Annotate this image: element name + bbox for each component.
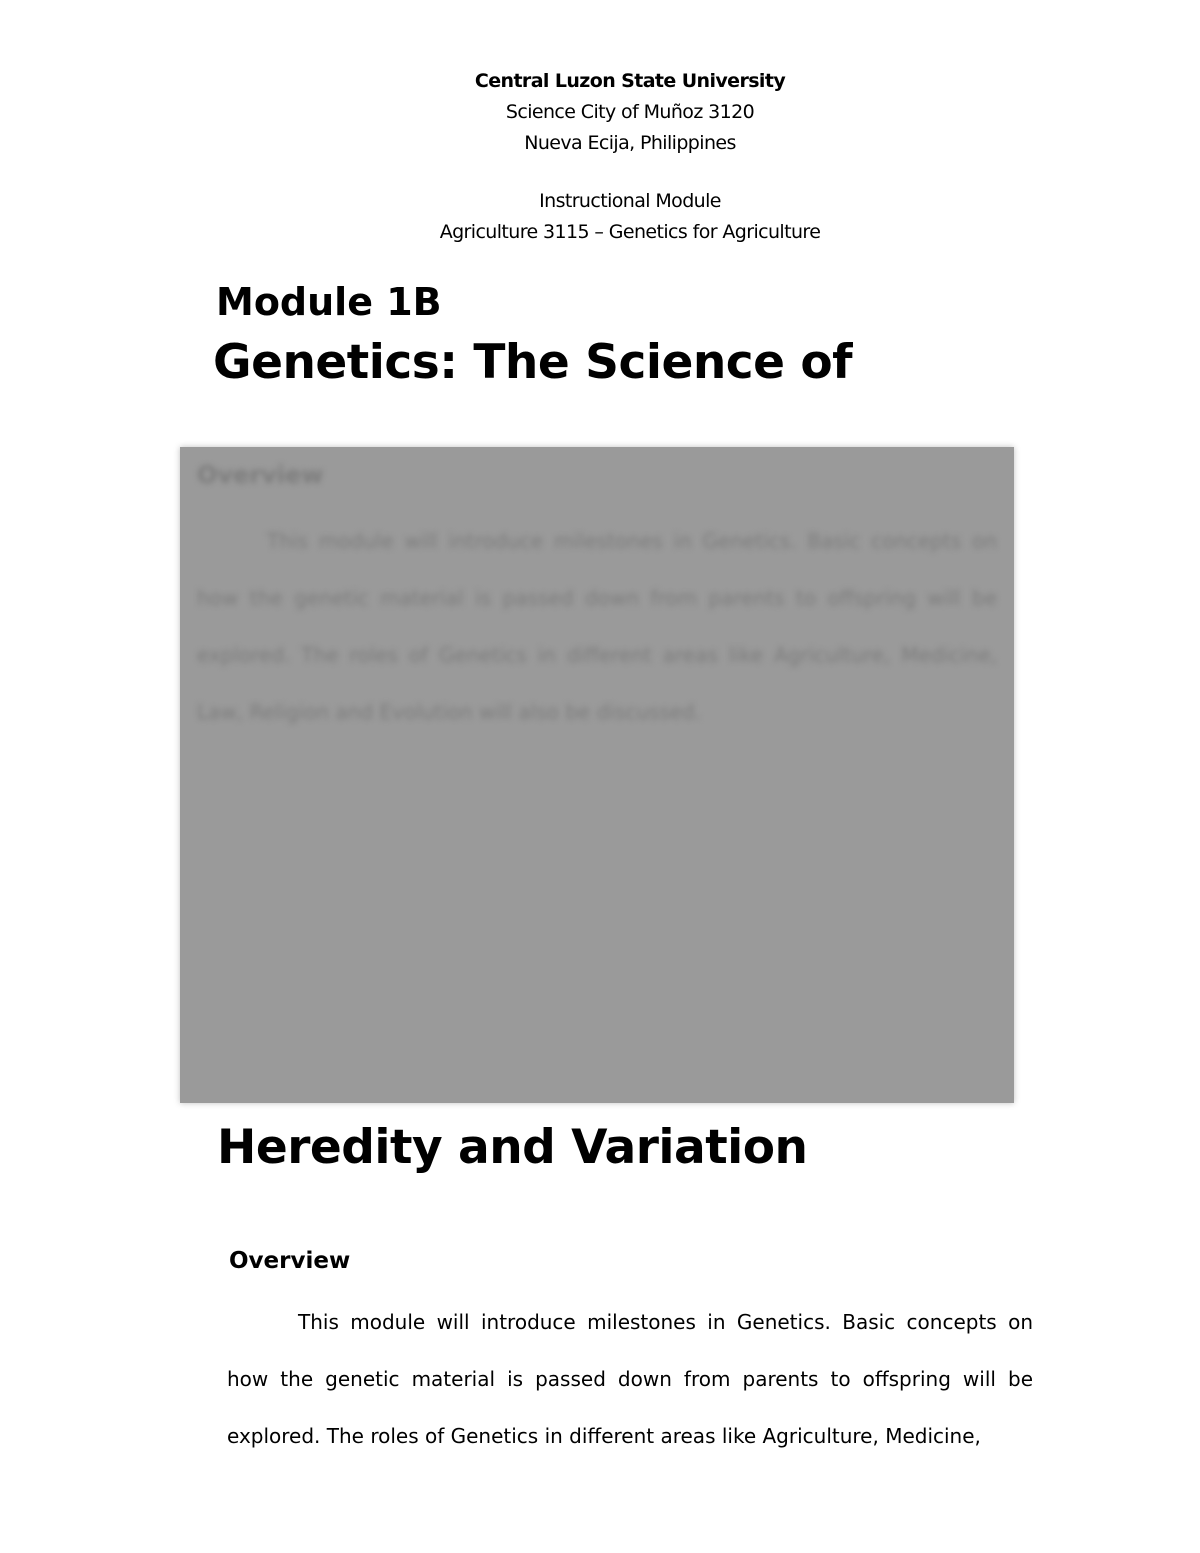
overlay-overview-paragraph: This module will introduce milestones in Genetics. Basic concepts on how the genetic material is passed down from parents to offspring will be explored. The roles of Genetics in different areas like Agriculture, Medicine, Law, Religion and Evolution will also be discussed. bbox=[197, 529, 997, 724]
address-line-1: Science City of Muñoz 3120 bbox=[505, 101, 755, 123]
overview-heading: Overview bbox=[229, 1248, 351, 1274]
overlay-content bbox=[197, 457, 997, 741]
blurred-preview-overlay bbox=[180, 447, 1014, 1103]
document-type: Instructional Module bbox=[539, 190, 721, 212]
overlay-overview-heading: Overview bbox=[197, 461, 324, 489]
document-header bbox=[0, 66, 1200, 248]
header-spacer bbox=[0, 159, 1200, 186]
overview-paragraph: This module will introduce milestones in Genetics. Basic concepts on how the genetic material is passed down from parents to offspring will be explored. The roles of Genetics in different areas like Agriculture, Medicine, bbox=[227, 1310, 1033, 1448]
course-title: Agriculture 3115 – Genetics for Agriculture bbox=[439, 221, 821, 243]
module-label: Module 1B bbox=[216, 280, 442, 324]
module-title-line-1: Genetics: The Science of bbox=[213, 335, 853, 390]
address-line-2: Nueva Ecija, Philippines bbox=[524, 132, 736, 154]
module-title-line-2: Heredity and Variation bbox=[217, 1120, 808, 1175]
university-name: Central Luzon State University bbox=[474, 70, 786, 92]
